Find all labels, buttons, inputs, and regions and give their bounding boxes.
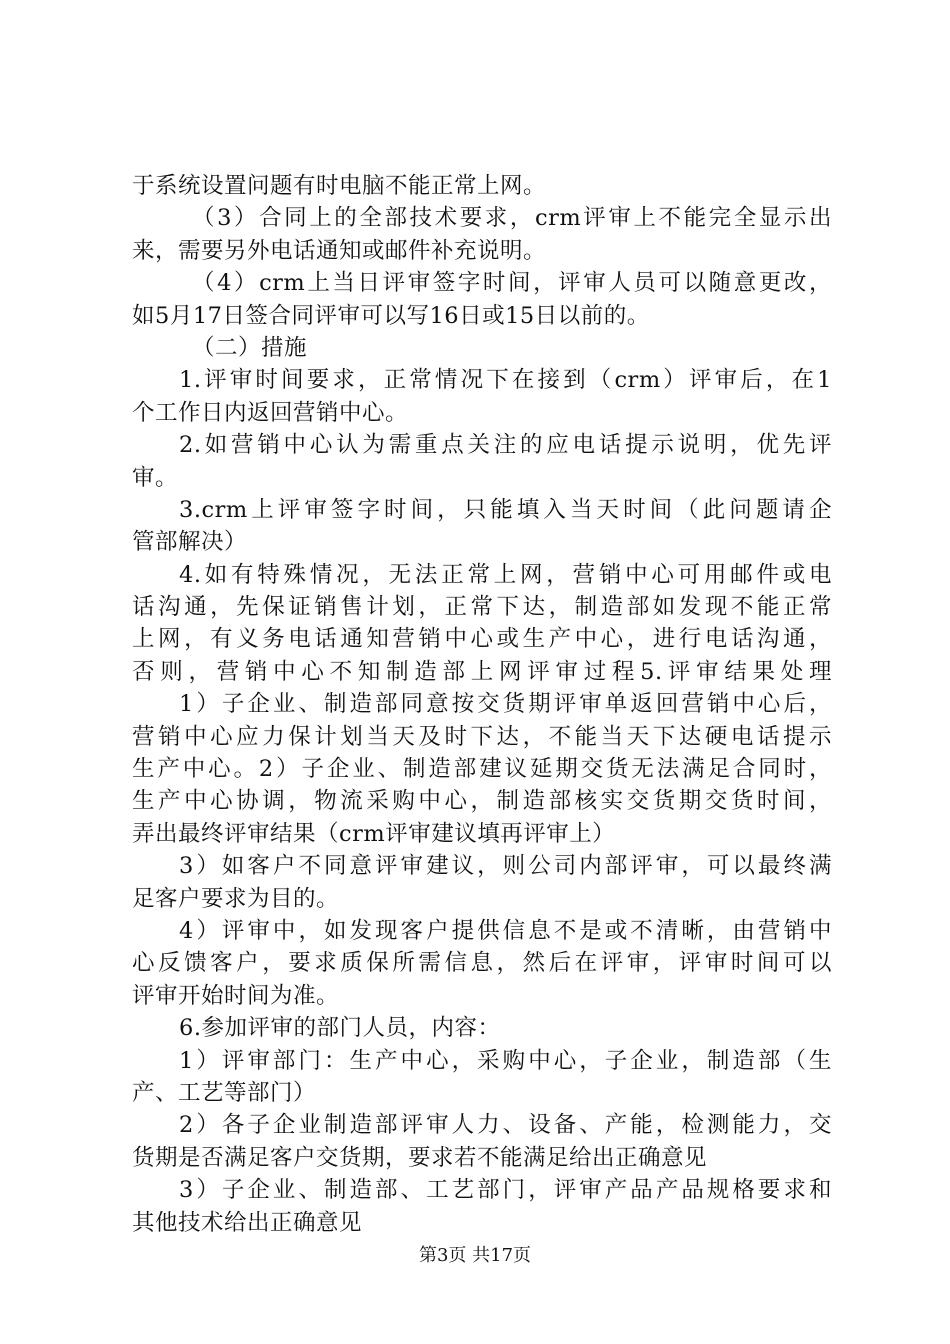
text-line: 1）评审部门：生产中心，采购中心，子企业，制造部（生 xyxy=(179,1047,832,1074)
text-line: 生产中心协调，物流采购中心，制造部核实交货期交货时间， xyxy=(132,788,832,815)
text-line: 审。 xyxy=(132,464,179,491)
text-line: 其他技术给出正确意见 xyxy=(132,1209,363,1236)
document-body xyxy=(132,170,832,1239)
text-line: 上网，有义务电话通知营销中心或生产中心，进行电话沟通， xyxy=(132,626,832,653)
text-line: 个工作日内返回营销中心。 xyxy=(132,399,409,426)
text-line: 生产中心。2）子企业、制造部建议延期交货无法满足合同时， xyxy=(132,756,832,783)
text-line: 2.如营销中心认为需重点关注的应电话提示说明，优先评 xyxy=(179,432,832,459)
text-line: （3）合同上的全部技术要求，crm评审上不能完全显示出 xyxy=(192,205,832,232)
text-line: 如5月17日签合同评审可以写16日或15日以前的。 xyxy=(132,302,650,329)
text-line: 4）评审中，如发现客户提供信息不是或不清晰，由营销中 xyxy=(179,917,832,944)
text-line: （4）crm上当日评审签字时间，评审人员可以随意更改， xyxy=(192,270,832,297)
text-line: 足客户要求为目的。 xyxy=(132,885,340,912)
text-line: 话沟通，先保证销售计划，正常下达，制造部如发现不能正常 xyxy=(132,594,832,621)
text-line: 弄出最终评审结果（crm评审建议填再评审上） xyxy=(132,820,616,847)
page-number-footer: 第3页 共17页 xyxy=(418,1245,532,1266)
text-line: 货期是否满足客户交货期，要求若不能满足给出正确意见 xyxy=(132,1144,708,1171)
text-line: 1）子企业、制造部同意按交货期评审单返回营销中心后， xyxy=(179,691,832,718)
text-line: 1.评审时间要求，正常情况下在接到（crm）评审后，在1 xyxy=(179,367,832,394)
text-line: 评审开始时间为准。 xyxy=(132,982,340,1009)
text-line: 产、工艺等部门） xyxy=(132,1079,317,1106)
section-heading: （二）措施 xyxy=(192,334,308,361)
text-line: 6.参加评审的部门人员，内容： xyxy=(179,1015,501,1042)
text-line: 3）如客户不同意评审建议，则公司内部评审，可以最终满 xyxy=(179,853,832,880)
text-line: 2）各子企业制造部评审人力、设备、产能，检测能力，交 xyxy=(179,1112,832,1139)
text-line: 4.如有特殊情况，无法正常上网，营销中心可用邮件或电 xyxy=(179,561,832,588)
text-line: 3.crm上评审签字时间，只能填入当天时间（此问题请企 xyxy=(179,496,832,523)
text-line: 心反馈客户，要求质保所需信息，然后在评审，评审时间可以 xyxy=(132,950,832,977)
text-line: 来，需要另外电话通知或邮件补充说明。 xyxy=(132,237,547,264)
text-line: 于系统设置问题有时电脑不能正常上网。 xyxy=(132,173,547,199)
text-line: 管部解决） xyxy=(132,529,248,556)
text-line: 营销中心应力保计划当天及时下达，不能当天下达硬电话提示 xyxy=(132,723,832,750)
text-line: 否则，营销中心不知制造部上网评审过程5.评审结果处理 xyxy=(132,658,832,685)
text-line: 3）子企业、制造部、工艺部门，评审产品产品规格要求和 xyxy=(179,1177,832,1204)
